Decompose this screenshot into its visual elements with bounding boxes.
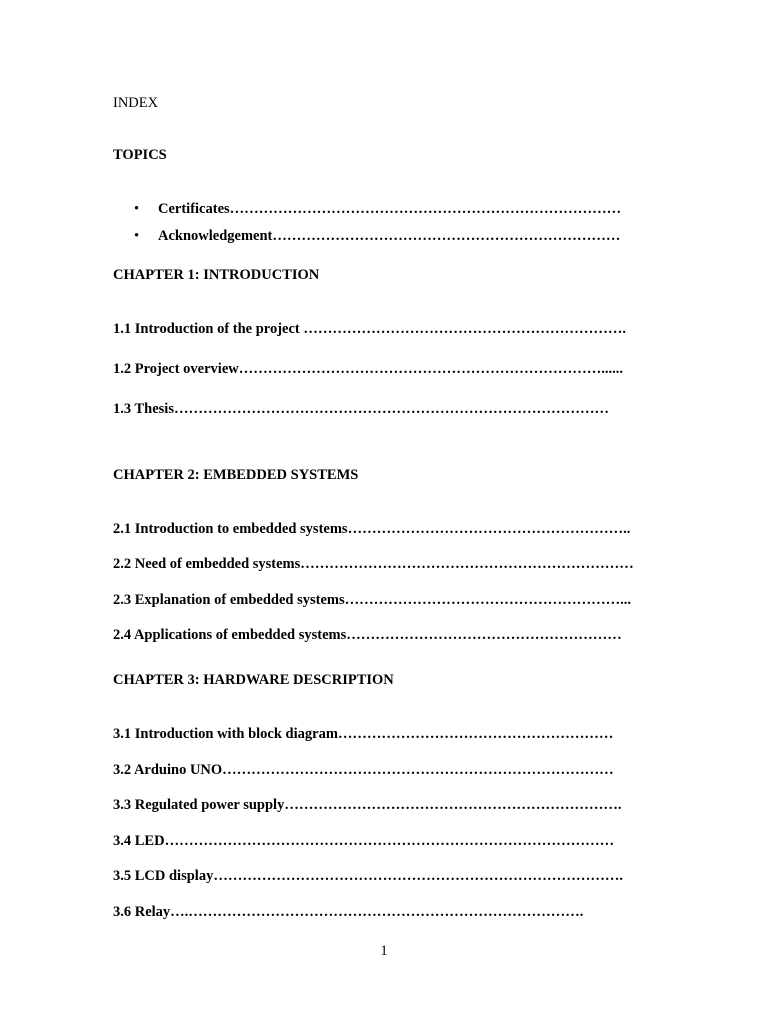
bullet-icon: •: [134, 201, 140, 217]
toc-entry-3-2: 3.2 Arduino UNO………………………………………………………………………: [113, 762, 614, 778]
toc-entry-1-1: 1.1 Introduction of the project ………………………………………………………….: [113, 321, 626, 337]
chapter-1-heading: CHAPTER 1: INTRODUCTION: [113, 267, 320, 283]
toc-entry-1-2: 1.2 Project overview…………………………………………………………………......: [113, 361, 623, 377]
toc-entry-2-3: 2.3 Explanation of embedded systems…………………………………………………...: [113, 592, 631, 608]
topic-label: Certificates………………………………………………………………………: [158, 201, 622, 217]
toc-entry-3-1: 3.1 Introduction with block diagram…………………………………………………: [113, 726, 614, 742]
chapter-2-heading: CHAPTER 2: EMBEDDED SYSTEMS: [113, 467, 359, 483]
toc-entry-3-4: 3.4 LED…………………………………………………………………………………: [113, 833, 615, 849]
toc-entry-3-6: 3.6 Relay….……………………………………………………………………….: [113, 904, 584, 920]
chapter-3-heading: CHAPTER 3: HARDWARE DESCRIPTION: [113, 672, 394, 688]
toc-entry-2-4: 2.4 Applications of embedded systems…………………………………………………: [113, 627, 622, 643]
index-label: INDEX: [113, 95, 159, 111]
toc-entry-3-3: 3.3 Regulated power supply…………………………………………………………….: [113, 797, 622, 813]
topics-heading: TOPICS: [113, 147, 167, 163]
toc-entry-2-2: 2.2 Need of embedded systems……………………………………………………………: [113, 556, 634, 572]
topic-label: Acknowledgement………………………………………………………………: [158, 228, 621, 244]
toc-entry-2-1: 2.1 Introduction to embedded systems…………………………………………………..: [113, 521, 631, 537]
toc-entry-3-5: 3.5 LCD display………………………………………………………………………….: [113, 868, 623, 884]
bullet-icon: •: [134, 228, 140, 244]
toc-entry-1-3: 1.3 Thesis………………………………………………………………………………: [113, 401, 609, 417]
page-number: 1: [380, 943, 388, 959]
